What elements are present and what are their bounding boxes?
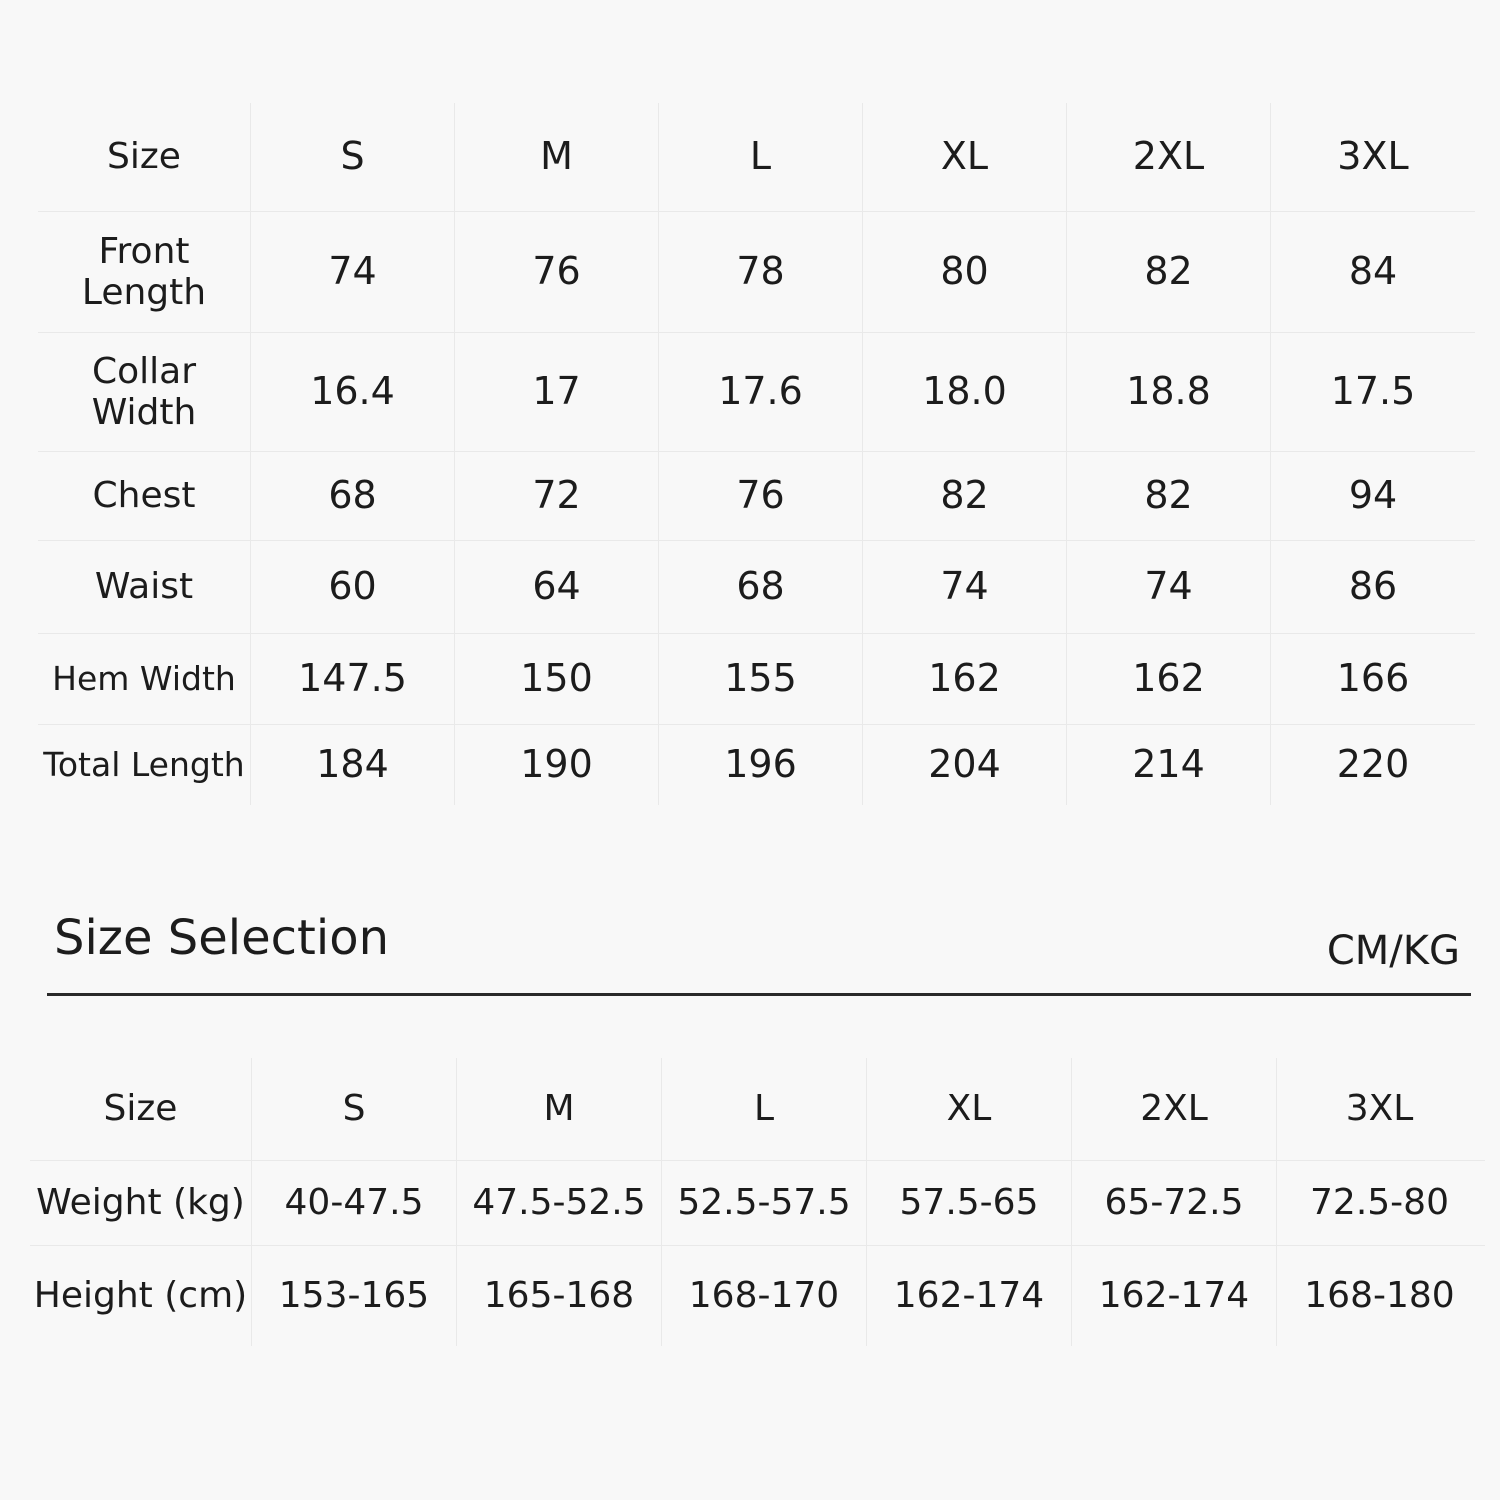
- table-cell: 162-174: [867, 1246, 1072, 1346]
- table-cell: 76: [455, 212, 659, 332]
- table-cell: 162: [863, 634, 1067, 724]
- table-cell: 162-174: [1072, 1246, 1277, 1346]
- table-cell: 47.5-52.5: [457, 1161, 662, 1245]
- table-cell: 82: [1067, 212, 1271, 332]
- table-row: [38, 634, 1475, 725]
- table-cell: 214: [1067, 725, 1271, 805]
- table-cell: 80: [863, 212, 1067, 332]
- size-header: XL: [863, 103, 1067, 211]
- table-row: [38, 212, 1475, 333]
- table-row: [38, 452, 1475, 541]
- table-cell: 18.0: [863, 333, 1067, 451]
- table-header-row: [38, 103, 1475, 212]
- table-cell: 196: [659, 725, 863, 805]
- size-header: 2XL: [1067, 103, 1271, 211]
- table-cell: 74: [1067, 541, 1271, 633]
- table-cell: 78: [659, 212, 863, 332]
- table-cell: 68: [251, 452, 455, 540]
- size-header: M: [455, 103, 659, 211]
- table-row: [30, 1161, 1485, 1246]
- table-row: [38, 541, 1475, 634]
- table-cell: 220: [1336, 742, 1410, 787]
- size-header: S: [251, 103, 455, 211]
- table-cell: 94: [1348, 473, 1398, 518]
- row-label: Height (cm): [30, 1246, 252, 1346]
- table-cell: 68: [659, 541, 863, 633]
- header-label: Size: [30, 1058, 252, 1160]
- table-cell: 64: [455, 541, 659, 633]
- table-cell: 72: [455, 452, 659, 540]
- size-header: L: [659, 103, 863, 211]
- size-header: XL: [867, 1058, 1072, 1160]
- table-cell: 52.5-57.5: [662, 1161, 867, 1245]
- table-cell: 153-165: [252, 1246, 457, 1346]
- table-cell: 147.5: [251, 634, 455, 724]
- table-cell: 82: [863, 452, 1067, 540]
- table-cell: 60: [251, 541, 455, 633]
- header-label: Size: [38, 103, 251, 211]
- table-header-row: [30, 1058, 1485, 1161]
- table-cell: 184: [251, 725, 455, 805]
- table-cell: 165-168: [457, 1246, 662, 1346]
- table-cell: 17: [455, 333, 659, 451]
- size-header: S: [252, 1058, 457, 1160]
- table-cell: 155: [659, 634, 863, 724]
- table-cell: 17.5: [1330, 369, 1416, 414]
- table-cell: 162: [1067, 634, 1271, 724]
- table-cell: 74: [251, 212, 455, 332]
- table-cell: 40-47.5: [252, 1161, 457, 1245]
- table-cell: 18.8: [1067, 333, 1271, 451]
- table-row: [38, 333, 1475, 452]
- size-selection-table: [30, 1058, 1485, 1346]
- table-cell: 16.4: [251, 333, 455, 451]
- row-label: Hem Width: [38, 634, 251, 724]
- table-cell: 168-180: [1304, 1275, 1455, 1317]
- measurement-table: [38, 103, 1475, 805]
- row-label: Waist: [38, 541, 251, 633]
- table-cell: 86: [1348, 564, 1398, 609]
- table-cell: 150: [455, 634, 659, 724]
- size-header: 3XL: [1345, 1088, 1414, 1130]
- table-cell: 17.6: [659, 333, 863, 451]
- size-header: M: [457, 1058, 662, 1160]
- table-cell: 72.5-80: [1310, 1182, 1449, 1224]
- divider: [47, 993, 1471, 996]
- row-label: Front Length: [38, 212, 251, 332]
- row-label: Collar Width: [38, 333, 251, 451]
- size-selection-title: Size Selection: [54, 910, 389, 966]
- table-cell: 74: [863, 541, 1067, 633]
- table-cell: 82: [1067, 452, 1271, 540]
- table-cell: 57.5-65: [867, 1161, 1072, 1245]
- row-label: Weight (kg): [30, 1161, 252, 1245]
- size-header: 3XL: [1337, 134, 1409, 179]
- table-cell: 168-170: [662, 1246, 867, 1346]
- unit-label: CM/KG: [1326, 928, 1460, 974]
- table-cell: 166: [1336, 656, 1410, 701]
- row-label: Chest: [38, 452, 251, 540]
- table-cell: 76: [659, 452, 863, 540]
- table-cell: 190: [455, 725, 659, 805]
- size-header: 2XL: [1072, 1058, 1277, 1160]
- table-cell: 84: [1348, 249, 1398, 294]
- table-row: [30, 1246, 1485, 1346]
- table-cell: 65-72.5: [1072, 1161, 1277, 1245]
- row-label: Total Length: [38, 725, 251, 805]
- table-row: [38, 725, 1475, 805]
- table-cell: 204: [863, 725, 1067, 805]
- size-header: L: [662, 1058, 867, 1160]
